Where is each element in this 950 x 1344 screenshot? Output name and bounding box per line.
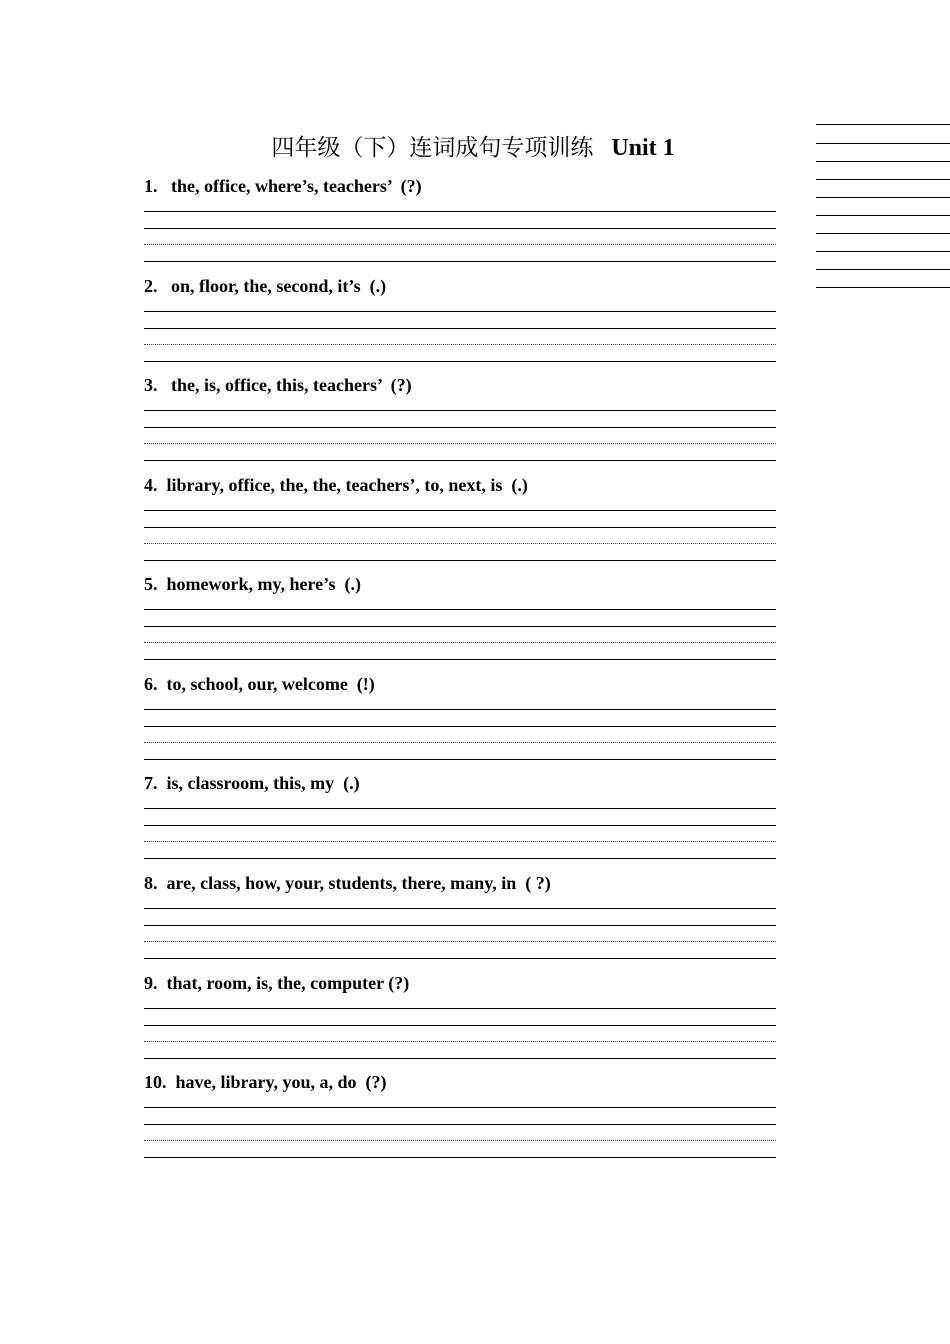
writing-line[interactable]: [144, 709, 776, 710]
margin-line: [816, 269, 950, 270]
writing-line[interactable]: [144, 1008, 776, 1009]
writing-line[interactable]: [144, 510, 776, 511]
question-5: [144, 574, 776, 685]
question-10: [144, 1072, 776, 1183]
writing-line[interactable]: [144, 361, 776, 362]
writing-line[interactable]: [144, 261, 776, 262]
writing-line[interactable]: [144, 626, 776, 627]
writing-guide-dotted[interactable]: [144, 244, 776, 245]
writing-guide-dotted[interactable]: [144, 344, 776, 345]
writing-line[interactable]: [144, 460, 776, 461]
writing-line[interactable]: [144, 1157, 776, 1158]
writing-guide-dotted[interactable]: [144, 443, 776, 444]
writing-line[interactable]: [144, 858, 776, 859]
writing-guide-dotted[interactable]: [144, 941, 776, 942]
writing-guide-dotted[interactable]: [144, 841, 776, 842]
question-3: [144, 375, 776, 486]
margin-line: [816, 233, 950, 234]
margin-line: [816, 215, 950, 216]
margin-line: [816, 161, 950, 162]
writing-line[interactable]: [144, 1025, 776, 1026]
question-prompt: 6. to, school, our, welcome (!): [144, 674, 375, 694]
question-1: [144, 176, 776, 287]
margin-line: [816, 287, 950, 288]
writing-line[interactable]: [144, 659, 776, 660]
margin-line: [816, 124, 950, 125]
writing-line[interactable]: [144, 560, 776, 561]
writing-line[interactable]: [144, 410, 776, 411]
writing-line[interactable]: [144, 759, 776, 760]
worksheet-title: [0, 130, 946, 166]
writing-line[interactable]: [144, 1058, 776, 1059]
writing-line[interactable]: [144, 228, 776, 229]
writing-guide-dotted[interactable]: [144, 543, 776, 544]
writing-line[interactable]: [144, 311, 776, 312]
question-prompt: 4. library, office, the, the, teachers’, to, next, is (.): [144, 475, 528, 495]
question-prompt: 10. have, library, you, a, do (?): [144, 1072, 387, 1092]
writing-guide-dotted[interactable]: [144, 642, 776, 643]
writing-line[interactable]: [144, 958, 776, 959]
writing-guide-dotted[interactable]: [144, 742, 776, 743]
writing-guide-dotted[interactable]: [144, 1041, 776, 1042]
title-chinese: 四年级（下）连词成句专项训练: [271, 135, 594, 161]
question-prompt: 7. is, classroom, this, my (.): [144, 773, 360, 793]
title-english: Unit 1: [611, 135, 675, 161]
margin-line: [816, 197, 950, 198]
writing-line[interactable]: [144, 726, 776, 727]
writing-line[interactable]: [144, 908, 776, 909]
question-prompt: 9. that, room, is, the, computer (?): [144, 973, 410, 993]
margin-line: [816, 143, 950, 144]
writing-line[interactable]: [144, 808, 776, 809]
writing-line[interactable]: [144, 427, 776, 428]
writing-line[interactable]: [144, 925, 776, 926]
writing-line[interactable]: [144, 1107, 776, 1108]
writing-line[interactable]: [144, 211, 776, 212]
question-prompt: 3. the, is, office, this, teachers’ (?): [144, 375, 412, 395]
question-prompt: 8. are, class, how, your, students, there, many, in ( ?): [144, 873, 551, 893]
question-prompt: 5. homework, my, here’s (.): [144, 574, 361, 594]
writing-guide-dotted[interactable]: [144, 1140, 776, 1141]
margin-line: [816, 251, 950, 252]
question-7: [144, 773, 776, 884]
writing-line[interactable]: [144, 825, 776, 826]
question-prompt: 1. the, office, where’s, teachers’ (?): [144, 176, 422, 196]
margin-line: [816, 179, 950, 180]
writing-line[interactable]: [144, 1124, 776, 1125]
writing-line[interactable]: [144, 527, 776, 528]
question-prompt: 2. on, floor, the, second, it’s (.): [144, 276, 387, 296]
writing-line[interactable]: [144, 609, 776, 610]
writing-line[interactable]: [144, 328, 776, 329]
question-8: [144, 873, 776, 984]
